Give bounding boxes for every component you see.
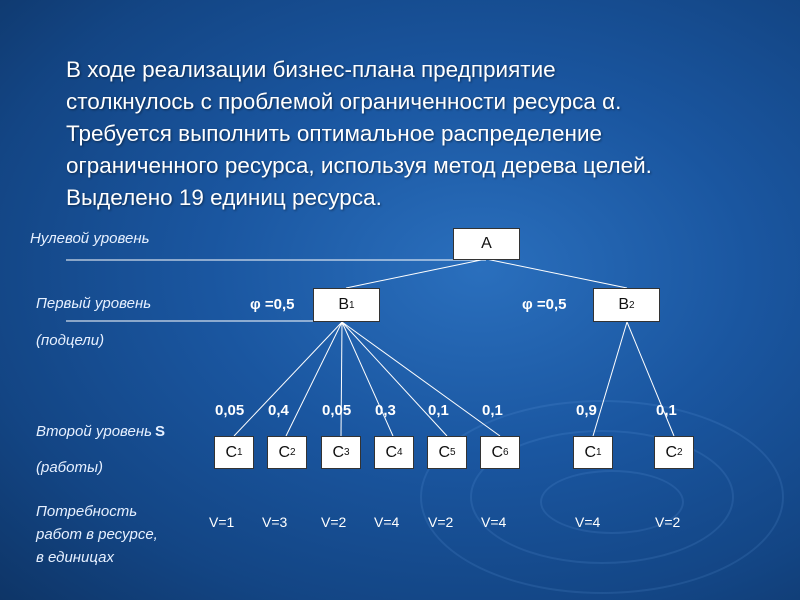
node-sub: 1 <box>596 447 602 458</box>
weight-c2-b1: 0,4 <box>268 402 289 419</box>
second-level-s: S <box>155 423 166 440</box>
intro-line: столкнулось с проблемой ограниченности ресурса α. <box>66 89 622 114</box>
edge-a-b2 <box>486 259 627 288</box>
node-c2-b1 <box>267 436 307 469</box>
node-label: C <box>491 443 503 461</box>
weight-c5-b1: 0,1 <box>428 402 449 419</box>
intro-line: Требуется выполнить оптимальное распределение <box>66 121 603 146</box>
weight-c3-b1: 0,05 <box>322 402 352 419</box>
node-b1-sub: 1 <box>349 299 355 311</box>
node-c6-b1 <box>480 436 520 469</box>
node-sub: 5 <box>450 447 456 458</box>
node-c1-b2 <box>573 436 613 469</box>
intro-line: В ходе реализации бизнес-плана предприятие <box>66 57 556 82</box>
node-sub: 2 <box>290 447 296 458</box>
need-c2-b1: V=3 <box>262 514 288 530</box>
node-label: C <box>438 443 450 461</box>
need-c2-b2: V=2 <box>655 514 681 530</box>
weight-c2-b2: 0,1 <box>656 402 677 419</box>
node-b1 <box>313 288 380 322</box>
node-b1-label: B <box>338 296 350 313</box>
node-c5-b1 <box>427 436 467 469</box>
node-a-label: A <box>481 235 492 252</box>
edge-b1-c6 <box>342 322 500 436</box>
first-level-label: Первый уровень <box>36 295 152 312</box>
node-b2-label: B <box>618 296 630 313</box>
node-label: C <box>665 443 677 461</box>
node-sub: 1 <box>237 447 243 458</box>
node-label: C <box>225 443 237 461</box>
second-level-sublabel: (работы) <box>36 459 103 476</box>
node-c2-b2 <box>654 436 694 469</box>
intro-text <box>66 54 786 214</box>
node-c1-b1 <box>214 436 254 469</box>
node-b2 <box>593 288 660 322</box>
node-sub: 3 <box>344 447 350 458</box>
second-level-label <box>36 422 165 442</box>
need-label-line2: работ в ресурсе, <box>36 526 158 543</box>
weight-c4-b1: 0,3 <box>375 402 396 419</box>
node-label: C <box>332 443 344 461</box>
node-sub: 2 <box>677 447 683 458</box>
node-a <box>453 228 520 260</box>
intro-line: Выделено 19 единиц ресурса. <box>66 185 382 210</box>
node-c3-b1 <box>321 436 361 469</box>
intro-line: ограниченного ресурса, используя метод дерева целей. <box>66 153 652 178</box>
node-sub: 4 <box>397 447 403 458</box>
weight-c1-b2: 0,9 <box>576 402 597 419</box>
second-level-text: Второй уровень <box>36 423 153 440</box>
edge-b2-c1 <box>593 322 627 436</box>
node-sub: 6 <box>503 447 509 458</box>
zero-level-label: Нулевой уровень <box>30 230 150 247</box>
node-label: C <box>385 443 397 461</box>
weight-c6-b1: 0,1 <box>482 402 503 419</box>
need-c5-b1: V=2 <box>428 514 454 530</box>
edge-a-b1 <box>346 259 486 288</box>
need-c1-b2: V=4 <box>575 514 601 530</box>
node-label: C <box>584 443 596 461</box>
need-c4-b1: V=4 <box>374 514 400 530</box>
first-level-sublabel: (подцели) <box>36 332 105 349</box>
weight-c1-b1: 0,05 <box>215 402 245 419</box>
need-c6-b1: V=4 <box>481 514 507 530</box>
node-c4-b1 <box>374 436 414 469</box>
node-b2-sub: 2 <box>629 299 635 311</box>
need-label-line3: в единицах <box>36 549 114 566</box>
phi-b1: φ =0,5 <box>250 296 295 313</box>
phi-b2: φ =0,5 <box>522 296 567 313</box>
need-label-line1: Потребность <box>36 503 138 520</box>
node-label: C <box>278 443 290 461</box>
need-c1-b1: V=1 <box>209 514 235 530</box>
need-c3-b1: V=2 <box>321 514 347 530</box>
